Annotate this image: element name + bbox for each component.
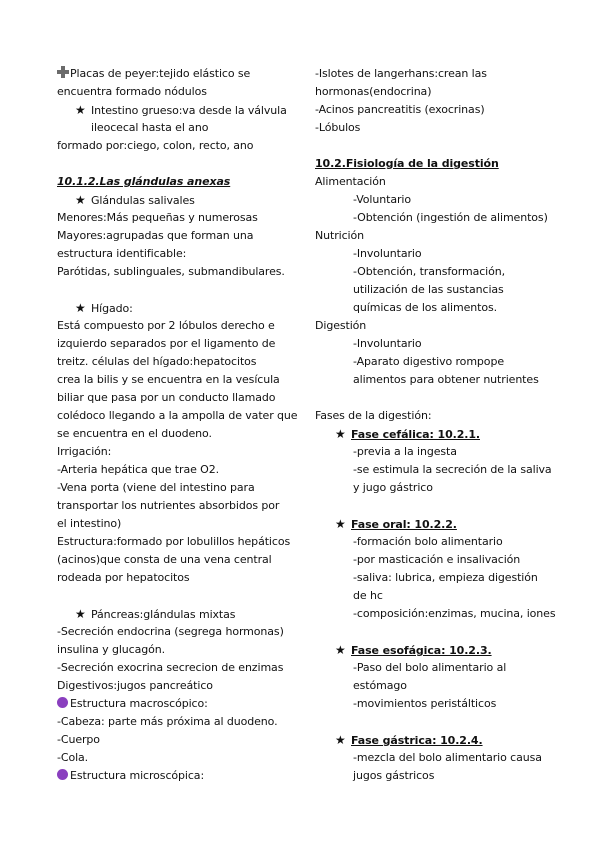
text-line: -Paso del bolo alimentario al	[353, 661, 507, 674]
section-heading: 10.2.Fisiología de la digestión	[315, 157, 499, 170]
text-line: de hc	[353, 589, 383, 602]
text-line: -Involuntario	[353, 247, 422, 260]
text-line: estómago	[353, 679, 407, 692]
text-line: Digestión	[315, 319, 367, 332]
text-line: -Arteria hepática que trae O2.	[57, 463, 220, 476]
text-line: Placas de peyer:tejido elástico se	[57, 65, 293, 83]
left-column	[57, 65, 298, 785]
star-icon: ★	[75, 607, 86, 621]
text-line: -movimientos peristálticos	[353, 697, 497, 710]
star-icon: ★	[75, 103, 86, 117]
text-line: Parótidas, sublinguales, submandibulares.	[57, 265, 285, 278]
text-line: -composición:enzimas, mucina, iones	[353, 607, 556, 620]
bullet-item: ★ Glándulas salivales	[75, 193, 195, 207]
purple-circle-icon	[57, 769, 68, 780]
text-line: -Islotes de langerhans:crean las	[315, 67, 487, 80]
text-line: Estructura:formado por lobulillos hepáticos	[57, 535, 291, 548]
text-line: -saliva: lubrica, empieza digestión	[353, 571, 538, 584]
text-line: químicas de los alimentos.	[353, 301, 498, 314]
text-line: jugos gástricos	[353, 769, 435, 782]
text-line: crea la bilis y se encuentra en la vesícula	[57, 373, 280, 386]
star-icon: ★	[75, 301, 86, 315]
text-line: Alimentación	[315, 175, 386, 188]
star-icon: ★	[335, 427, 346, 441]
text-line: -Obtención, transformación,	[353, 265, 506, 278]
purple-circle-icon	[57, 697, 68, 708]
text-line: -Secreción exocrina secrecion de enzimas	[57, 661, 284, 674]
text-line: -Cabeza: parte más próxima al duodeno.	[57, 715, 278, 728]
text-line: colédoco llegando a la ampolla de vater que	[57, 409, 298, 422]
text-line: se encuentra en el duodeno.	[57, 427, 212, 440]
phase-heading: ★ Fase gástrica: 10.2.4.	[335, 733, 483, 747]
text-line: Está compuesto por 2 lóbulos derecho e	[57, 319, 275, 332]
text-line: Estructura microscópica:	[57, 767, 293, 785]
text-line: -Secreción endocrina (segrega hormonas)	[57, 625, 284, 638]
star-icon: ★	[335, 643, 346, 657]
text-line: -Voluntario	[353, 193, 411, 206]
star-icon: ★	[335, 517, 346, 531]
text-line: estructura identificable:	[57, 247, 187, 260]
section-heading: 10.1.2.Las glándulas anexas	[57, 175, 231, 188]
text-line: -Cola.	[57, 751, 89, 764]
text-line: -Acinos pancreatitis (exocrinas)	[315, 103, 485, 116]
text-line: biliar que pasa por un conducto llamado	[57, 391, 276, 404]
bullet-item: ★ Hígado:	[75, 301, 133, 315]
text-line: Estructura macroscópico:	[57, 695, 293, 713]
text-line: Irrigación:	[57, 445, 112, 458]
text-line: -Vena porta (viene del intestino para	[57, 481, 255, 494]
right-column	[315, 65, 555, 785]
phase-heading: ★ Fase oral: 10.2.2.	[335, 517, 457, 531]
text-line: -Aparato digestivo rompope	[353, 355, 504, 368]
text-line: Menores:Más pequeñas y numerosas	[57, 211, 258, 224]
text-line: -Obtención (ingestión de alimentos)	[353, 211, 548, 224]
text-line: el intestino)	[57, 517, 122, 530]
text-line: -se estimula la secreción de la saliva	[353, 463, 552, 476]
text-line: -Cuerpo	[57, 733, 100, 746]
text-line: rodeada por hepatocitos	[57, 571, 190, 584]
bullet-item: ★ Páncreas:glándulas mixtas	[75, 607, 236, 621]
text-line: -mezcla del bolo alimentario causa	[353, 751, 542, 764]
heavy-plus-icon	[57, 66, 69, 78]
text-line: -Involuntario	[353, 337, 422, 350]
text-line: Fases de la digestión:	[315, 409, 432, 422]
text-line: (acinos)que consta de una vena central	[57, 553, 272, 566]
phase-heading: ★ Fase esofágica: 10.2.3.	[335, 643, 492, 657]
text-line: transportar los nutrientes absorbidos por	[57, 499, 280, 512]
text-line: formado por:ciego, colon, recto, ano	[57, 139, 254, 152]
text-line: -por masticación e insalivación	[353, 553, 521, 566]
text-line: y jugo gástrico	[353, 481, 433, 494]
text-line: Mayores:agrupadas que forman una	[57, 229, 254, 242]
text-line: -previa a la ingesta	[353, 445, 457, 458]
text-line: ileocecal hasta el ano	[91, 121, 209, 134]
text-line: hormonas(endocrina)	[315, 85, 432, 98]
text-line: -formación bolo alimentario	[353, 535, 503, 548]
bullet-item: ★ Intestino grueso:va desde la válvula	[75, 103, 287, 117]
text-line: encuentra formado nódulos	[57, 85, 207, 98]
text-line: Nutrición	[315, 229, 364, 242]
text-line: alimentos para obtener nutrientes	[353, 373, 539, 386]
text-line: insulina y glucagón.	[57, 643, 166, 656]
text-line: izquierdo separados por el ligamento de	[57, 337, 276, 350]
text-line: Digestivos:jugos pancreático	[57, 679, 213, 692]
phase-heading: ★ Fase cefálica: 10.2.1.	[335, 427, 480, 441]
text-line: utilización de las sustancias	[353, 283, 504, 296]
star-icon: ★	[335, 733, 346, 747]
star-icon: ★	[75, 193, 86, 207]
text-line: -Lóbulos	[315, 121, 361, 134]
text-line: treitz. células del hígado:hepatocitos	[57, 355, 257, 368]
